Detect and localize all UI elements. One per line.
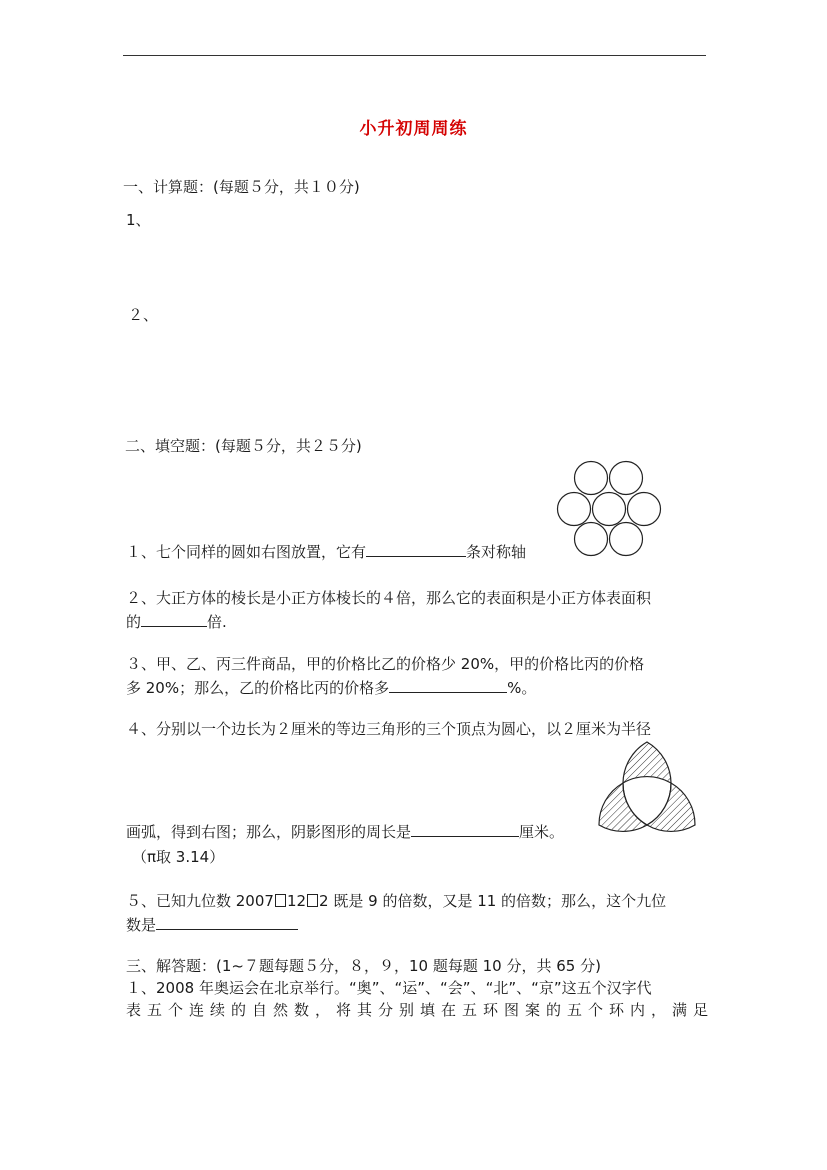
- q5-part1: ５、已知九位数 2007: [126, 892, 274, 910]
- section2-q5-line1: [126, 890, 666, 912]
- reuleaux-triangle-figure: [595, 740, 700, 835]
- section2-q1: [126, 540, 526, 563]
- section2-q4-note: （π取 3.14）: [132, 848, 225, 866]
- q1-text-before: １、七个同样的圆如右图放置，它有: [126, 543, 367, 561]
- seven-circles-figure: [555, 460, 665, 560]
- section2-q2-line1: ２、大正方体的棱长是小正方体棱长的４倍，那么它的表面积是小正方体表面积: [126, 589, 652, 607]
- section2-q4-line1: ４、分别以一个边长为２厘米的等边三角形的三个顶点为圆心，以２厘米为半径: [126, 720, 652, 738]
- q3-text-before: 多 20%；那么，乙的价格比丙的价格多: [126, 679, 390, 697]
- header-rule: [123, 55, 706, 56]
- digit-box-2[interactable]: [307, 894, 318, 907]
- q5-part3: 2 既是 9 的倍数，又是 11 的倍数；那么，这个九位: [319, 892, 667, 910]
- q4-text-before: 画弧，得到右图；那么，阴影图形的周长是: [126, 823, 412, 841]
- section2-q2-line2: [126, 610, 227, 633]
- q2-answer-blank[interactable]: [141, 610, 207, 627]
- section2-q4-line2: [126, 820, 564, 843]
- q2-text-after: 倍.: [207, 613, 227, 631]
- q3-text-after: %。: [507, 679, 537, 697]
- q4-answer-blank[interactable]: [411, 820, 519, 837]
- section2-heading: 二、填空题：(每题５分，共２５分): [125, 437, 362, 455]
- q5-answer-blank[interactable]: [156, 913, 298, 930]
- digit-box-1[interactable]: [275, 894, 286, 907]
- section2-q3-line2: [126, 676, 536, 699]
- q3-answer-blank[interactable]: [389, 676, 507, 693]
- page-title: 小升初周周练: [359, 119, 468, 139]
- section1-q2: ２、: [128, 306, 159, 324]
- q5-line2-text: 数是: [126, 916, 157, 934]
- section3-heading: 三、解答题：(1~７题每题５分，８，９，10 题每题 10 分，共 65 分): [126, 957, 601, 975]
- section3-q1-line2: 表五个连续的自然数，将其分别填在五环图案的五个环内，满足: [126, 1001, 708, 1019]
- q1-answer-blank[interactable]: [366, 540, 466, 557]
- section1-q1: 1、: [126, 211, 151, 229]
- q2-text-before: 的: [126, 613, 142, 631]
- section1-heading: 一、计算题：(每题５分，共１０分): [123, 178, 360, 196]
- section3-q1-line1: １、2008 年奥运会在北京举行。“奥”、“运”、“会”、“北”、“京”这五个汉字代: [126, 979, 652, 997]
- section2-q5-line2: [126, 913, 298, 936]
- section2-q3-line1: ３、甲、乙、丙三件商品，甲的价格比乙的价格少 20%，甲的价格比丙的价格: [126, 655, 645, 673]
- q5-part2: 12: [286, 892, 307, 910]
- q1-text-after: 条对称轴: [466, 543, 527, 561]
- q4-text-after: 厘米。: [519, 823, 565, 841]
